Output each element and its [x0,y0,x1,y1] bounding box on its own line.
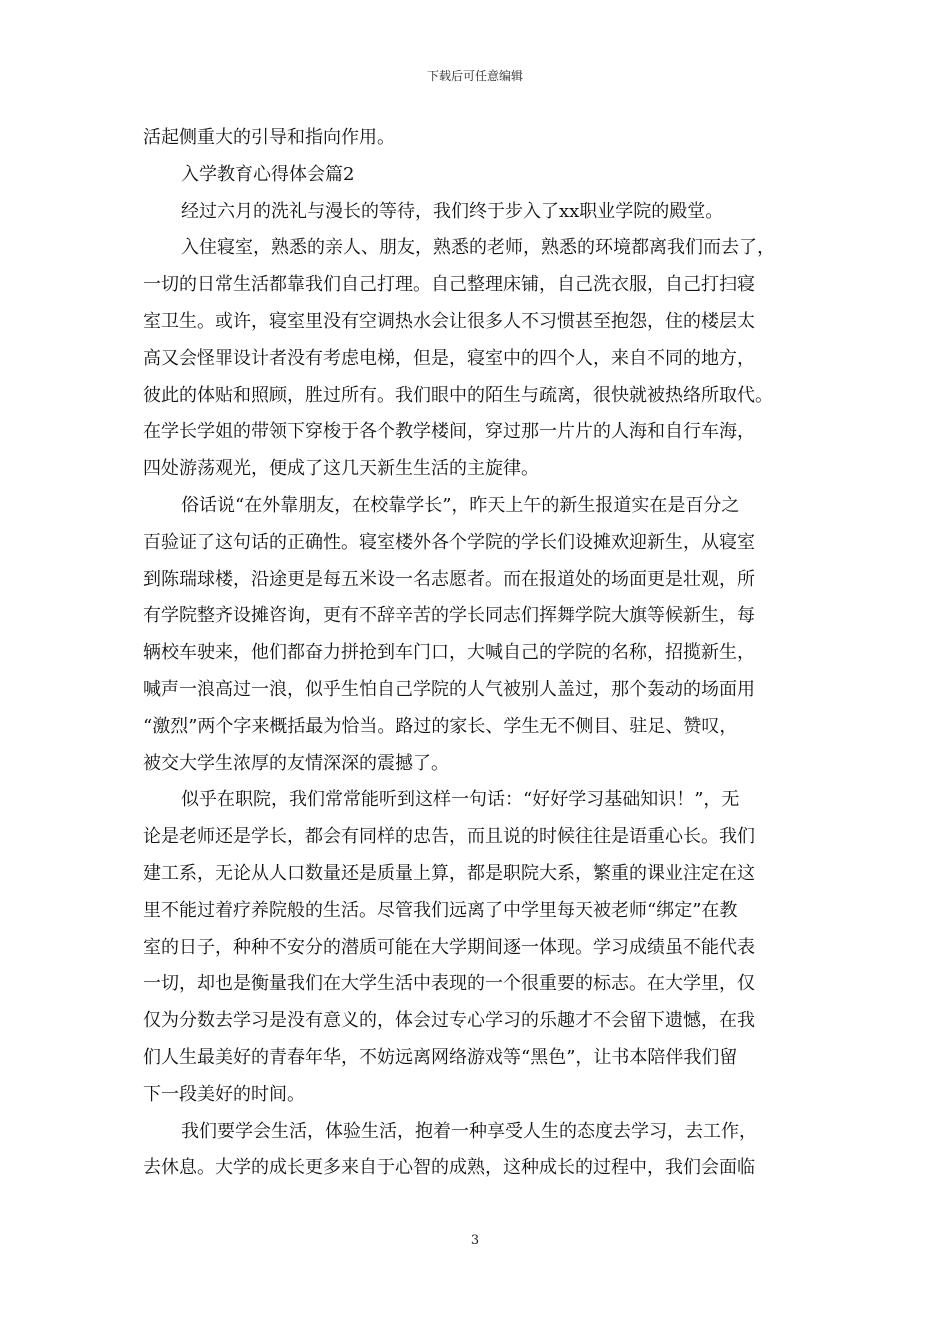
text-line: 仅为分数去学习是没有意义的，体会过专心学习的乐趣才不会留下遗憾，在我 [143,1010,755,1032]
text-line: 一切的日常生活都靠我们自己打理。自己整理床铺，自己洗衣服，自己打扫寝 [143,274,755,296]
text-line: 论是老师还是学长，都会有同样的忠告，而且说的时候往往是语重心长。我们 [143,826,755,848]
text-line: 入住寝室，熟悉的亲人、朋友，熟悉的老师，熟悉的环境都离我们而去了， [181,237,775,259]
text-line: 在学长学姐的带领下穿梭于各个教学楼间，穿过那一片片的人海和自行车海， [143,421,755,443]
text-line: 高又会怪罪设计者没有考虑电梯，但是，寝室中的四个人，来自不同的地方， [143,347,755,369]
text-line: 到陈瑞球楼，沿途更是每五米设一名志愿者。而在报道处的场面更是壮观，所 [143,568,755,590]
text-line: 们人生最美好的青春年华，不妨远离网络游戏等“黑色”，让书本陪伴我们留 [143,1046,738,1068]
text-line: 里不能过着疗养院般的生活。尽管我们远离了中学里每天被老师“绑定”在教 [143,899,738,921]
text-line: 经过六月的洗礼与漫长的等待，我们终于步入了xx职业学院的殿堂。 [181,200,724,222]
text-line: “激烈”两个字来概括最为恰当。路过的家长、学生无不侧目、驻足、赞叹， [143,715,738,737]
text-line: 室卫生。或许，寝室里没有空调热水会让很多人不习惯甚至抱怨，住的楼层太 [143,310,755,332]
text-line: 我们要学会生活，体验生活，抱着一种享受人生的态度去学习，去工作， [181,1120,757,1142]
text-line: 活起侧重大的引导和指向作用。 [143,127,395,148]
document-body [143,120,813,1187]
text-line: 喊声一浪高过一浪，似乎生怕自己学院的人气被别人盖过，那个轰动的场面用 [143,678,755,700]
text-line: 似乎在职院，我们常常能听到这样一句话：“好好学习基础知识！”，无 [181,789,740,811]
page-number: 3 [470,1233,480,1248]
text-line: 一切，却也是衡量我们在大学生活中表现的一个很重要的标志。在大学里，仅 [143,973,755,995]
text-line: 俗话说“在外靠朋友，在校靠学长”，昨天上午的新生报道实在是百分之 [181,494,740,516]
text-line: 下一段美好的时间。 [143,1083,305,1105]
page-header: 下载后可任意编辑 [426,69,523,83]
text-line: 室的日子，种种不安分的潜质可能在大学期间逐一体现。学习成绩虽不能代表 [143,936,755,958]
text-line: 有学院整齐设摊咨询，更有不辞辛苦的学长同志们挥舞学院大旗等候新生，每 [143,605,755,627]
text-line: 辆校车驶来，他们都奋力拼抢到车门口，大喊自己的学院的名称，招揽新生， [143,642,755,664]
text-line: 彼此的体贴和照顾，胜过所有。我们眼中的陌生与疏离，很快就被热络所取代。 [143,384,773,406]
text-line: 建工系，无论从人口数量还是质量上算，都是职院大系，繁重的课业注定在这 [143,862,755,884]
text-line: 去休息。大学的成长更多来自于心智的成熟，这种成长的过程中，我们会面临 [143,1157,755,1179]
text-line: 入学教育心得体会篇2 [181,163,355,185]
text-line: 被交大学生浓厚的友情深深的震撼了。 [143,752,449,774]
text-line: 四处游荡观光，便成了这几天新生生活的主旋律。 [143,458,539,480]
text-line: 百验证了这句话的正确性。寝室楼外各个学院的学长们设摊欢迎新生，从寝室 [143,531,755,553]
